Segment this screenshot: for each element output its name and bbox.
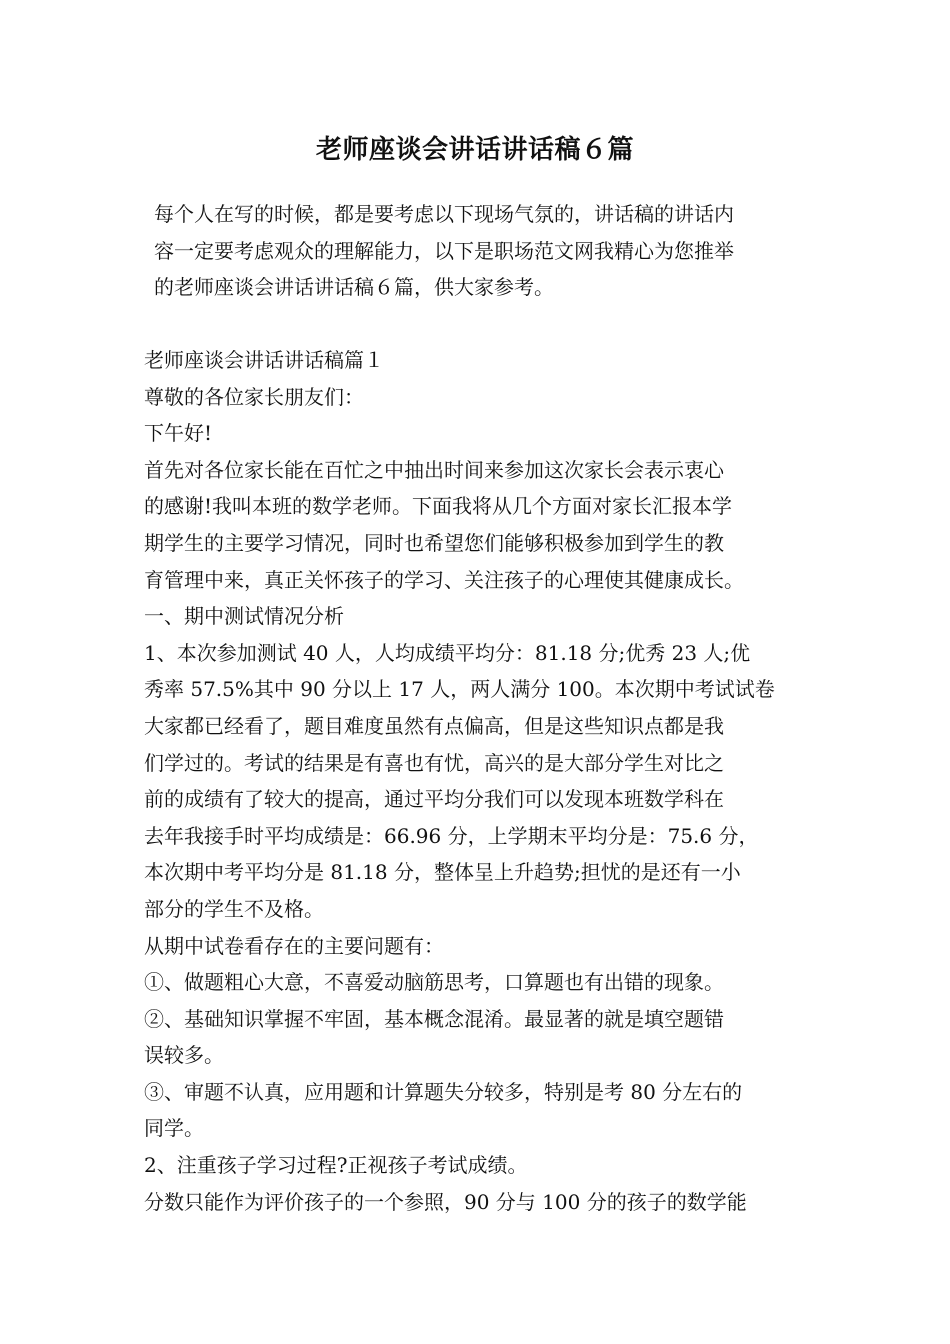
body-line: 本次期中考平均分是 81.18 分，整体呈上升趋势;担忧的是还有一小	[144, 860, 741, 885]
subsection-heading: 一、期中测试情况分析	[144, 604, 344, 629]
body-line: 的感谢!我叫本班的数学老师。下面我将从几个方面对家长汇报本学	[144, 494, 733, 519]
greeting-line: 下午好!	[144, 421, 213, 446]
body-line: 分数只能作为评价孩子的一个参照，90 分与 100 分的孩子的数学能	[144, 1189, 747, 1214]
list-item: ③、审题不认真，应用题和计算题失分较多，特别是考 80 分左右的	[144, 1079, 743, 1104]
list-item: ②、基础知识掌握不牢固，基本概念混淆。最显著的就是填空题错	[144, 1006, 724, 1031]
body-line: 育管理中来，真正关怀孩子的学习、关注孩子的心理使其健康成长。	[144, 567, 744, 592]
body-line: 首先对各位家长能在百忙之中抽出时间来参加这次家长会表示衷心	[144, 457, 724, 482]
body-line: 秀率 57.5%其中 90 分以上 17 人，两人满分 100。本次期中考试试卷	[144, 677, 775, 702]
body-line: 期学生的主要学习情况，同时也希望您们能够积极参加到学生的教	[144, 530, 724, 555]
document-body	[144, 342, 812, 1220]
body-line: 前的成绩有了较大的提高，通过平均分我们可以发现本班数学科在	[144, 787, 724, 812]
body-line: 去年我接手时平均成绩是：66.96 分，上学期末平均分是：75.6 分，	[144, 823, 759, 848]
document-title: 老师座谈会讲话讲话稿６篇	[315, 135, 634, 165]
body-line: 误较多。	[144, 1043, 224, 1068]
body-line: 部分的学生不及格。	[144, 896, 324, 921]
body-line: 2、注重孩子学习过程?正视孩子考试成绩。	[144, 1153, 528, 1178]
intro-line: 每个人在写的时候，都是要考虑以下现场气氛的，讲话稿的讲话内	[154, 202, 734, 226]
salutation-line: 尊敬的各位家长朋友们：	[144, 384, 364, 409]
body-line: 从期中试卷看存在的主要问题有：	[144, 933, 444, 958]
list-item: ①、做题粗心大意，不喜爱动脑筋思考，口算题也有出错的现象。	[144, 970, 724, 995]
intro-line: 的老师座谈会讲话讲话稿６篇，供大家参考。	[154, 275, 554, 299]
body-line: 们学过的。考试的结果是有喜也有忧，高兴的是大部分学生对比之	[144, 750, 724, 775]
intro-paragraph	[144, 196, 812, 306]
body-line: 大家都已经看了，题目难度虽然有点偏高，但是这些知识点都是我	[144, 713, 724, 738]
intro-line: 容一定要考虑观众的理解能力，以下是职场范文网我精心为您推举	[154, 238, 734, 263]
body-line: 同学。	[144, 1116, 204, 1141]
body-line: 1、本次参加测试 40 人，人均成绩平均分：81.18 分;优秀 23 人;优	[144, 640, 751, 665]
section-heading: 老师座谈会讲话讲话稿篇１	[144, 348, 384, 372]
